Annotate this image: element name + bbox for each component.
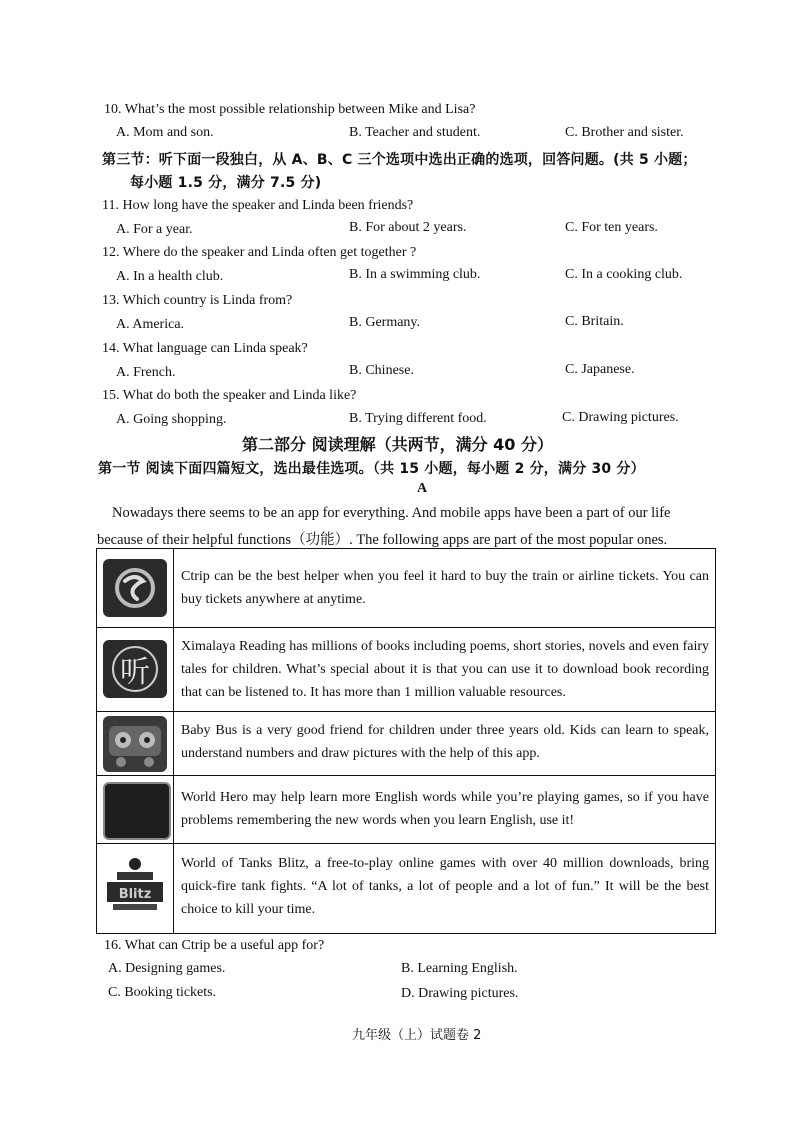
ting-icon-glyph: 听	[112, 646, 158, 692]
section-3-instructions: 第三节：听下面一段独白，从 A、B、C 三个选项中选出正确的选项，回答问题。(共 5 小题；	[102, 152, 697, 168]
app-description: Ctrip can be the best helper when you feel it hard to buy the train or airline tickets. You can buy tickets anywhere at anytime.	[181, 569, 709, 607]
passage-letter: A	[417, 481, 428, 496]
section-3-scoring: 每小题 1.5 分，满分 7.5 分)	[130, 175, 322, 191]
part-2-title: 第二部分 阅读理解（共两节，满分 40 分）	[242, 435, 553, 454]
q14-option-c: C. Japanese.	[565, 362, 635, 377]
app-icon-cell	[97, 776, 174, 843]
section-1-instructions: 第一节 阅读下面四篇短文，选出最佳选项。（共 15 小题，每小题 2 分，满分 30 分）	[98, 461, 645, 477]
app-row-ctrip	[97, 549, 715, 627]
app-row-tanks	[97, 843, 715, 933]
q10-option-a: A. Mom and son.	[116, 125, 214, 140]
q12-option-c: C. In a cooking club.	[565, 267, 683, 282]
q16-option-a: A. Designing games.	[108, 961, 226, 976]
q14-option-a: A. French.	[116, 365, 176, 380]
tank-app-icon	[103, 854, 167, 914]
question-12: 12. Where do the speaker and Linda often get together ?	[102, 245, 417, 260]
q16-option-b: B. Learning English.	[401, 961, 518, 976]
app-icon-cell	[97, 712, 174, 775]
q11-option-a: A. For a year.	[116, 222, 193, 237]
question-14: 14. What language can Linda speak?	[102, 341, 308, 356]
app-description: World of Tanks Blitz, a free-to-play online games with over 40 million downloads, bring quick-fire tank fights. “A lot of tanks, a lot of people and a lot of fun.” It will be the best choice to kill your time.	[181, 856, 709, 917]
q15-option-a: A. Going shopping.	[116, 412, 227, 427]
q10-option-c: C. Brother and sister.	[565, 125, 684, 140]
q13-option-a: A. America.	[116, 317, 185, 332]
q14-option-b: B. Chinese.	[349, 363, 414, 378]
world-hero-app-icon	[103, 782, 171, 840]
q12-option-b: B. In a swimming club.	[349, 267, 481, 282]
question-11: 11. How long have the speaker and Linda been friends?	[102, 198, 414, 213]
app-icon-cell	[97, 549, 174, 627]
q11-option-b: B. For about 2 years.	[349, 220, 467, 235]
app-description: Baby Bus is a very good friend for children under three years old. Kids can learn to speak, understand numbers and draw pictures with the help of this app.	[181, 723, 709, 761]
question-16: 16. What can Ctrip be a useful app for?	[104, 938, 325, 953]
question-10: 10. What’s the most possible relationship between Mike and Lisa?	[104, 102, 476, 117]
q10-option-b: B. Teacher and student.	[349, 125, 481, 140]
question-15: 15. What do both the speaker and Linda like?	[102, 388, 357, 403]
q15-option-c: C. Drawing pictures.	[562, 410, 679, 425]
q16-option-d: D. Drawing pictures.	[401, 986, 519, 1001]
intro-line-2: because of their helpful functions（功能）. The following apps are part of the most popular ones.	[97, 532, 668, 548]
panda-bus-app-icon	[103, 716, 167, 772]
app-icon-cell	[97, 628, 174, 711]
app-description: Ximalaya Reading has millions of books including poems, short stories, novels and even fairy tales for children. What’s special about it is that you can use it to download book recording that can be listened to. It has more than 1 million valuable resources.	[181, 639, 709, 700]
apps-table	[96, 548, 716, 934]
q11-option-c: C. For ten years.	[565, 220, 658, 235]
q12-option-a: A. In a health club.	[116, 269, 224, 284]
app-row-ximalaya	[97, 627, 715, 711]
q13-option-c: C. Britain.	[565, 314, 624, 329]
question-13: 13. Which country is Linda from?	[102, 293, 293, 308]
svg-text:Blitz: Blitz	[118, 887, 152, 902]
dolphin-app-icon	[103, 559, 167, 617]
ting-app-icon	[103, 640, 167, 698]
app-row-world-hero	[97, 775, 715, 843]
q13-option-b: B. Germany.	[349, 315, 421, 330]
q15-option-b: B. Trying different food.	[349, 411, 487, 426]
app-icon-cell	[97, 844, 174, 933]
intro-line-1: Nowadays there seems to be an app for everything. And mobile apps have been a part of our life	[112, 505, 671, 521]
app-description: World Hero may help learn more English words while you’re playing games, so if you have problems remembering the new words when you learn English, use it!	[181, 790, 709, 828]
q16-option-c: C. Booking tickets.	[108, 985, 217, 1000]
app-row-baby-bus	[97, 711, 715, 775]
page-footer: 九年级（上）试题卷 2	[352, 1028, 482, 1043]
